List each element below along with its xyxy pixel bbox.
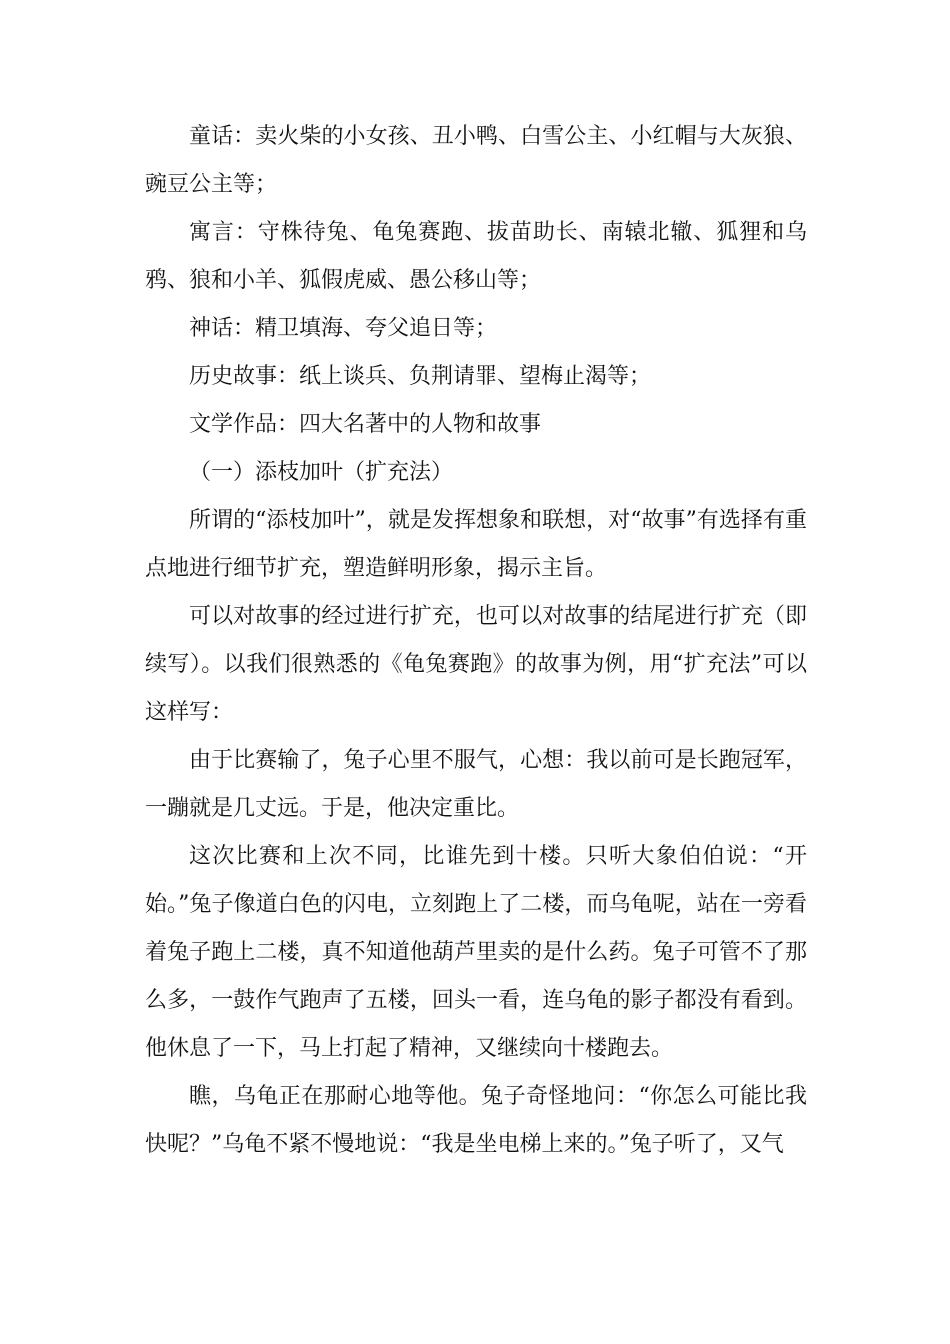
paragraph-definition: 所谓的“添枝加叶”，就是发挥想象和联想，对“故事”有选择有重点地进行细节扩充，塑造鲜明形象，揭示主旨。 (145, 508, 807, 581)
section-heading-expansion: （一）添枝加叶（扩充法） (189, 460, 454, 485)
paragraph-history-stories: 历史故事：纸上谈兵、负荆请罪、望梅止渴等； (189, 364, 652, 389)
paragraph-story-2: 这次比赛和上次不同，比谁先到十楼。只听大象伯伯说：“开始。”兔子像道白色的闪电，立刻跑上了二楼，而乌龟呢，站在一旁看着兔子跑上二楼，真不知道他葫芦里卖的是什么药。兔子可管不了那么多，一鼓作气跑声了五楼，回头一看，连乌龟的影子都没有看到。他休息了一下，马上打起了精神，又继续向十楼跑去。 (145, 844, 807, 1061)
paragraph-fairy-tales: 童话：卖火柴的小女孩、丑小鸭、白雪公主、小红帽与大灰狼、豌豆公主等； (145, 124, 807, 197)
paragraph-literary-works: 文学作品：四大名著中的人物和故事 (189, 412, 542, 437)
paragraph-fables: 寓言：守株待兔、龟兔赛跑、拔苗助长、南辕北辙、狐狸和乌鸦、狼和小羊、狐假虎威、愚公移山等； (145, 220, 807, 293)
paragraph-story-3: 瞧，乌龟正在那耐心地等他。兔子奇怪地问：“你怎么可能比我快呢？”乌龟不紧不慢地说：“我是坐电梯上来的。”兔子听了，又气 (145, 1084, 807, 1157)
paragraph-myths: 神话：精卫填海、夸父追日等； (189, 316, 498, 341)
paragraph-story-1: 由于比赛输了，兔子心里不服气，心想：我以前可是长跑冠军，一蹦就是几丈远。于是，他决定重比。 (145, 748, 807, 821)
paragraph-method: 可以对故事的经过进行扩充，也可以对故事的结尾进行扩充（即续写）。以我们很熟悉的《龟兔赛跑》的故事为例，用“扩充法”可以这样写： (145, 604, 807, 725)
document-body (145, 113, 807, 1169)
